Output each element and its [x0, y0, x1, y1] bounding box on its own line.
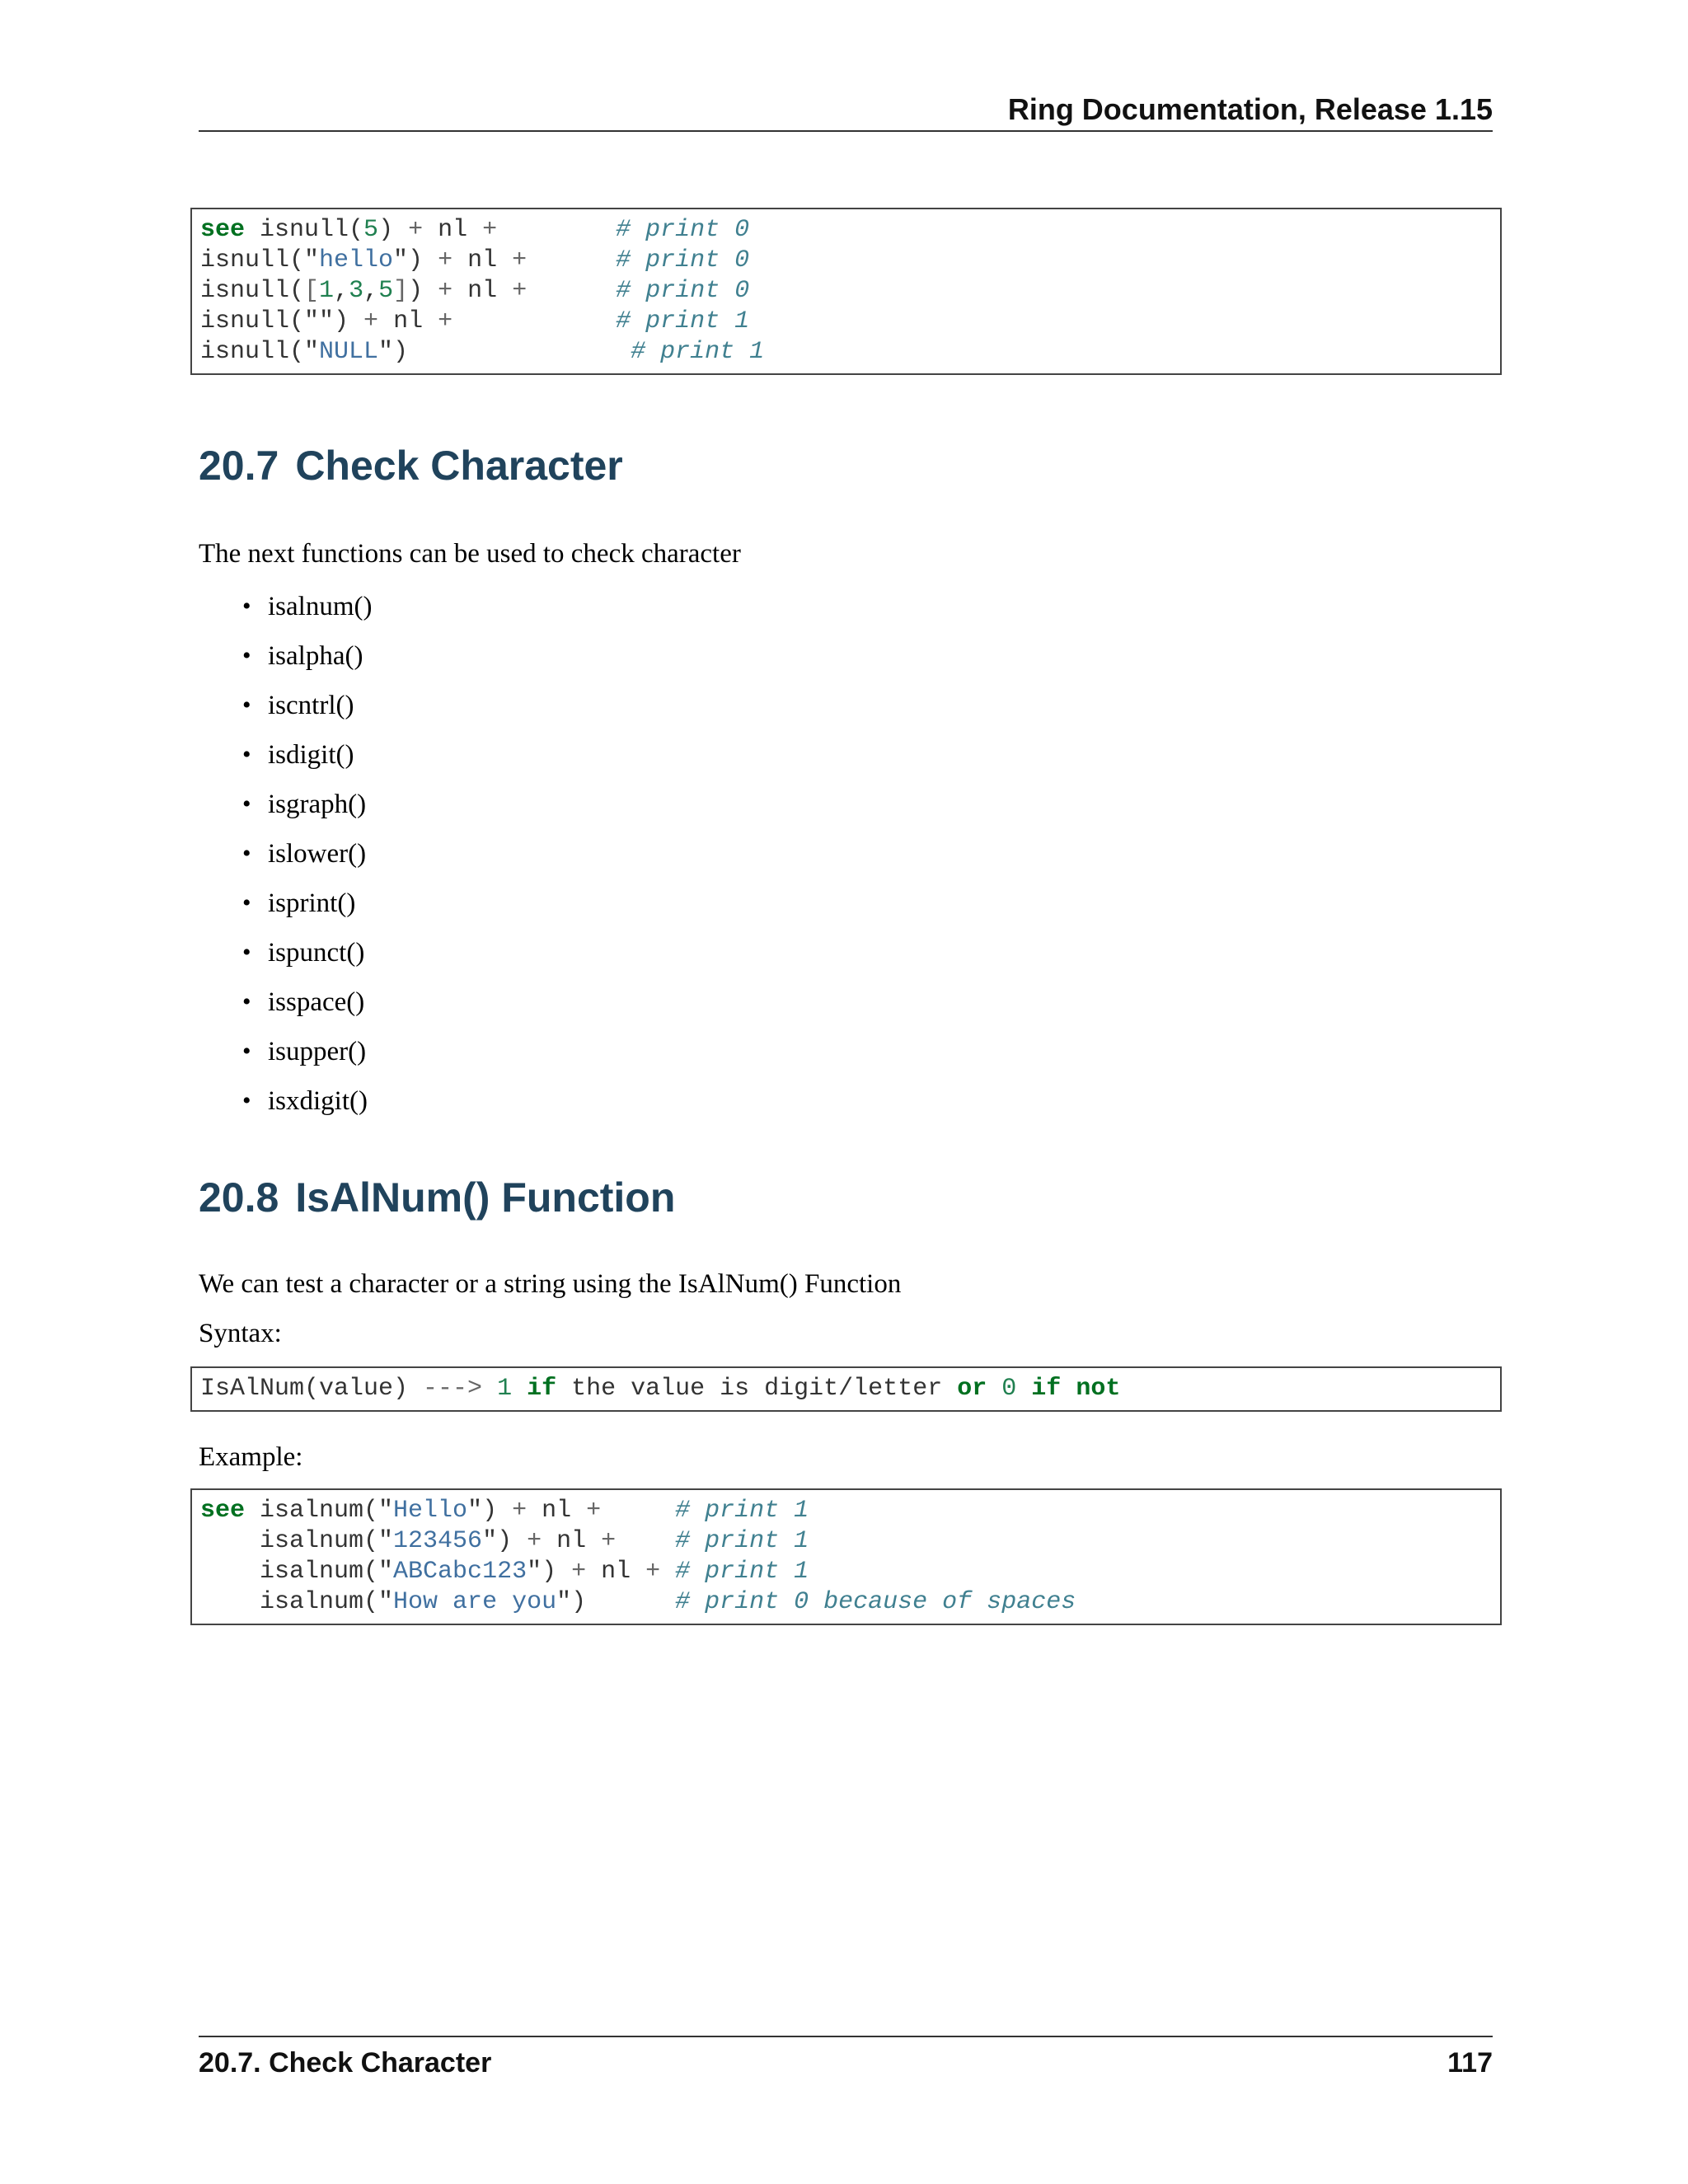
- string-literal: hello: [319, 246, 394, 274]
- section-intro: The next functions can be used to check character: [199, 539, 741, 569]
- operator: +: [438, 246, 453, 274]
- operator: +: [438, 277, 453, 305]
- keyword: see: [200, 216, 246, 244]
- code-text: [987, 1375, 1001, 1403]
- code-text: ): [408, 277, 438, 305]
- section-title-text: Check Character: [295, 443, 623, 489]
- code-text: nl: [586, 1558, 646, 1586]
- bullet-icon: •: [242, 790, 251, 818]
- string-literal: 123456: [393, 1527, 483, 1555]
- code-text: nl: [452, 277, 513, 305]
- operator: ]: [393, 277, 409, 305]
- code-text: nl: [452, 246, 513, 274]
- number-literal: 1: [319, 277, 335, 305]
- code-block-isalnum: [190, 1488, 1502, 1625]
- code-text: nl: [423, 216, 483, 244]
- code-line: [200, 337, 1492, 368]
- code-line: [200, 215, 1492, 246]
- code-text: isnull(: [200, 277, 305, 305]
- operator: +: [601, 1527, 617, 1555]
- code-text: [1016, 1375, 1031, 1403]
- code-text: isnull(": [200, 246, 320, 274]
- function-name: isgraph(): [268, 790, 367, 819]
- bullet-icon: •: [242, 741, 251, 768]
- string-literal: NULL: [319, 338, 379, 366]
- section-heading-20-7: [199, 442, 623, 490]
- code-text: [527, 246, 616, 274]
- code-text: isnull(""): [200, 307, 364, 335]
- function-name: isalpha(): [268, 641, 363, 671]
- operator: +: [363, 307, 379, 335]
- comment: # print 1: [631, 338, 765, 366]
- list-item: [199, 1035, 372, 1085]
- string-literal: Hello: [393, 1497, 468, 1525]
- number-literal: 1: [497, 1375, 513, 1403]
- comment: # print 0 because of spaces: [675, 1588, 1076, 1616]
- operator: --->: [423, 1375, 483, 1403]
- bullet-icon: •: [242, 1087, 251, 1114]
- section-number: 20.8: [199, 1174, 279, 1221]
- code-line: [200, 1496, 1492, 1526]
- list-item: [199, 986, 372, 1035]
- bullet-icon: •: [242, 988, 251, 1015]
- comment: # print 0: [616, 216, 750, 244]
- code-text: [482, 1375, 497, 1403]
- code-block-isnull: [190, 208, 1502, 375]
- code-text: [452, 307, 616, 335]
- operator: +: [482, 216, 498, 244]
- string-literal: ABCabc123: [393, 1558, 528, 1586]
- list-item: [199, 887, 372, 936]
- bullet-icon: •: [242, 889, 251, 916]
- comment: # print 1: [616, 307, 750, 335]
- list-item: [199, 738, 372, 788]
- code-text: "): [527, 1558, 572, 1586]
- code-text: isalnum(": [245, 1497, 394, 1525]
- operator: +: [586, 1497, 602, 1525]
- bullet-icon: •: [242, 1038, 251, 1065]
- code-text: [1061, 1375, 1076, 1403]
- code-line: [200, 276, 1492, 307]
- code-text: isalnum(": [200, 1558, 394, 1586]
- example-label: Example:: [199, 1442, 303, 1472]
- code-text: "): [378, 338, 631, 366]
- list-item: [199, 1085, 372, 1134]
- operator: +: [408, 216, 424, 244]
- keyword: see: [200, 1497, 246, 1525]
- function-name: isprint(): [268, 888, 356, 918]
- bullet-icon: •: [242, 939, 251, 966]
- code-text: [497, 216, 616, 244]
- code-line: [200, 246, 1492, 276]
- operator: +: [438, 307, 453, 335]
- number-literal: 0: [1001, 1375, 1017, 1403]
- comment: # print 1: [675, 1558, 809, 1586]
- code-text: isalnum(": [200, 1588, 394, 1616]
- code-text: isnull(": [200, 338, 320, 366]
- code-line: [200, 1526, 1492, 1557]
- list-item: [199, 788, 372, 837]
- function-name: iscntrl(): [268, 691, 354, 720]
- code-text: [527, 277, 616, 305]
- string-literal: How are you: [393, 1588, 557, 1616]
- comment: # print 1: [675, 1527, 809, 1555]
- list-item: [199, 640, 372, 689]
- section-intro: We can test a character or a string using the IsAlNum() Function: [199, 1269, 902, 1299]
- operator: [: [304, 277, 320, 305]
- code-text: "): [556, 1588, 676, 1616]
- function-name: isdigit(): [268, 740, 354, 770]
- page-footer: [199, 2036, 1493, 2085]
- header-title: Ring Documentation, Release 1.15: [1007, 92, 1493, 126]
- code-line: [200, 1374, 1492, 1404]
- code-text: [616, 1527, 675, 1555]
- section-heading-20-8: [199, 1174, 675, 1221]
- code-text: nl: [527, 1497, 587, 1525]
- syntax-label: Syntax:: [199, 1319, 282, 1348]
- code-text: [601, 1497, 675, 1525]
- code-line: [200, 1587, 1492, 1618]
- bullet-icon: •: [242, 840, 251, 867]
- function-name: ispunct(): [268, 938, 365, 968]
- number-literal: 5: [363, 216, 379, 244]
- function-list: [199, 590, 372, 1134]
- comment: # print 1: [675, 1497, 809, 1525]
- operator: +: [512, 277, 528, 305]
- list-item: [199, 590, 372, 640]
- keyword: not: [1076, 1375, 1121, 1403]
- function-name: isspace(): [268, 987, 365, 1017]
- code-text: "): [467, 1497, 513, 1525]
- operator: +: [527, 1527, 542, 1555]
- code-block-syntax: [190, 1366, 1502, 1412]
- page-header: [199, 89, 1493, 132]
- operator: +: [571, 1558, 587, 1586]
- section-number: 20.7: [199, 443, 279, 489]
- footer-section: 20.7. Check Character: [199, 2047, 492, 2079]
- code-text: IsAlNum(value): [200, 1375, 424, 1403]
- code-text: isnull(: [245, 216, 364, 244]
- list-item: [199, 837, 372, 887]
- bullet-icon: •: [242, 691, 251, 719]
- function-name: isupper(): [268, 1037, 367, 1066]
- code-text: ,: [334, 277, 349, 305]
- list-item: [199, 689, 372, 738]
- keyword: if: [1031, 1375, 1062, 1403]
- code-line: [200, 307, 1492, 337]
- code-line: [200, 1557, 1492, 1587]
- operator: +: [645, 1558, 661, 1586]
- function-name: islower(): [268, 839, 367, 869]
- keyword: if: [527, 1375, 557, 1403]
- bullet-icon: •: [242, 593, 251, 620]
- code-text: ): [378, 216, 409, 244]
- function-name: isxdigit(): [268, 1086, 368, 1116]
- bullet-icon: •: [242, 642, 251, 669]
- function-name: isalnum(): [268, 592, 373, 621]
- code-text: ,: [363, 277, 379, 305]
- operator: +: [512, 246, 528, 274]
- code-text: isalnum(": [200, 1527, 394, 1555]
- list-item: [199, 936, 372, 986]
- section-title-text: IsAlNum() Function: [295, 1174, 676, 1221]
- number-literal: 5: [378, 277, 394, 305]
- code-text: nl: [542, 1527, 602, 1555]
- operator: +: [512, 1497, 528, 1525]
- comment: # print 0: [616, 277, 750, 305]
- page-number: 117: [1447, 2047, 1493, 2079]
- code-text: "): [482, 1527, 528, 1555]
- code-text: "): [393, 246, 438, 274]
- keyword: or: [957, 1375, 987, 1403]
- code-text: nl: [378, 307, 438, 335]
- code-text: [512, 1375, 527, 1403]
- code-text: [660, 1558, 675, 1586]
- comment: # print 0: [616, 246, 750, 274]
- number-literal: 3: [349, 277, 364, 305]
- code-text: the value is digit/letter: [556, 1375, 958, 1403]
